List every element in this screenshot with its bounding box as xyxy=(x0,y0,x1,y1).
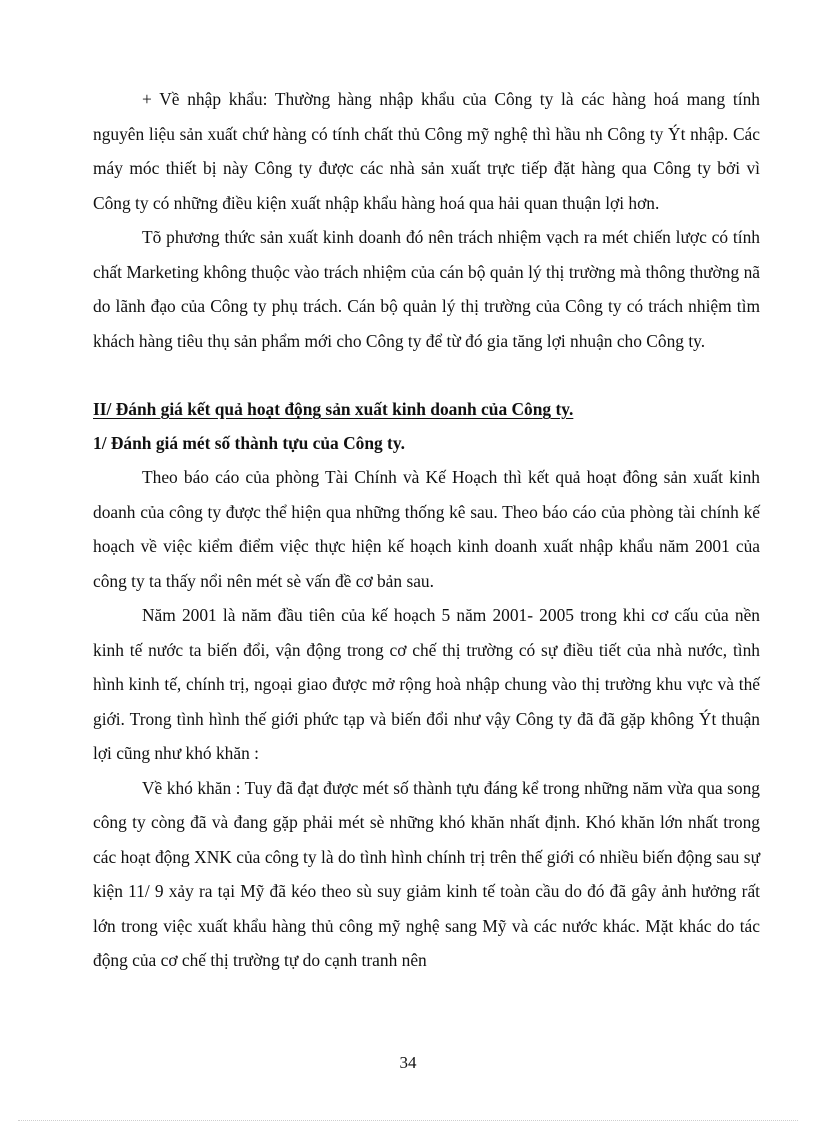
paragraph-difficulties: Về khó khăn : Tuy đã đạt được mét số thành tựu đáng kể trong những năm vừa qua song công ty còng đã và đang gặp phải mét sè những khó khăn nhất định. Khó khăn lớn nhất trong các hoạt động XNK của công ty là do tình hình chính trị trên thế giới có nhiều biến động sau sự kiện 11/ 9 xảy ra tại Mỹ đã kéo theo sù suy giảm kinh tế toàn cầu do đó đã gây ảnh hưởng rất lớn trong việc xuất khẩu hàng thủ công mỹ nghệ sang Mỹ và các nước khác. Mặt khác do tác động của cơ chế thị trường tự do cạnh tranh nên xyxy=(93,777,760,970)
page-body xyxy=(93,82,760,978)
paragraph-marketing-responsibility: Tõ phương thức sản xuất kinh doanh đó nên trách nhiệm vạch ra mét chiến lược có tính chất Marketing không thuộc vào trách nhiệm của cán bộ quản lý thị trường mà thông thường nã do lãnh đạo của Công ty phụ trách. Cán bộ quản lý thị trường của Công ty có trách nhiệm tìm khách hàng tiêu thụ sản phẩm mới cho Công ty để từ đó gia tăng lợi nhuận cho Công ty. xyxy=(93,227,760,351)
page-number: 34 xyxy=(399,1053,417,1072)
section-heading: II/ Đánh giá kết quả hoạt động sản xuất kinh doanh của Công ty. xyxy=(93,399,574,419)
section-spacer xyxy=(93,358,760,392)
paragraph-report-summary: Theo báo cáo của phòng Tài Chính và Kế Hoạch thì kết quả hoạt đông sản xuất kinh doanh của công ty được thể hiện qua những thống kê sau. Theo báo cáo của phòng tài chính kế hoạch về việc kiểm điểm việc thực hiện kế hoạch kinh doanh xuất nhập khẩu năm 2001 của công ty ta thấy nổi nên mét sè vấn đề cơ bản sau. xyxy=(93,467,760,591)
paragraph-year-2001: Năm 2001 là năm đầu tiên của kế hoạch 5 năm 2001- 2005 trong khi cơ cấu của nền kinh tế nước ta biến đổi, vận động trong cơ chế thị trường có sự điều tiết của nhà nước, tình hình kinh tế, chính trị, ngoại giao được mở rộng hoà nhập chung vào thị trường khu vực và thế giới. Trong tình hình thế giới phức tạp và biến đổi như vậy Công ty đã đã gặp không Ýt thuận lợi cũng như khó khăn : xyxy=(93,605,760,763)
subsection-heading: 1/ Đánh giá mét số thành tựu của Công ty. xyxy=(93,433,405,453)
page-bottom-divider xyxy=(18,1120,798,1121)
paragraph-import-goods: + Về nhập khẩu: Thường hàng nhập khẩu của Công ty là các hàng hoá mang tính nguyên liệu sản xuất chứ hàng có tính chất thủ Công mỹ nghệ thì hầu nh Công ty Ýt nhập. Các máy móc thiết bị này Công ty được các nhà sản xuất trực tiếp đặt hàng qua Công ty bởi vì Công ty có những điều kiện xuất nhập khẩu hàng hoá qua hải quan thuận lợi hơn. xyxy=(93,89,760,213)
